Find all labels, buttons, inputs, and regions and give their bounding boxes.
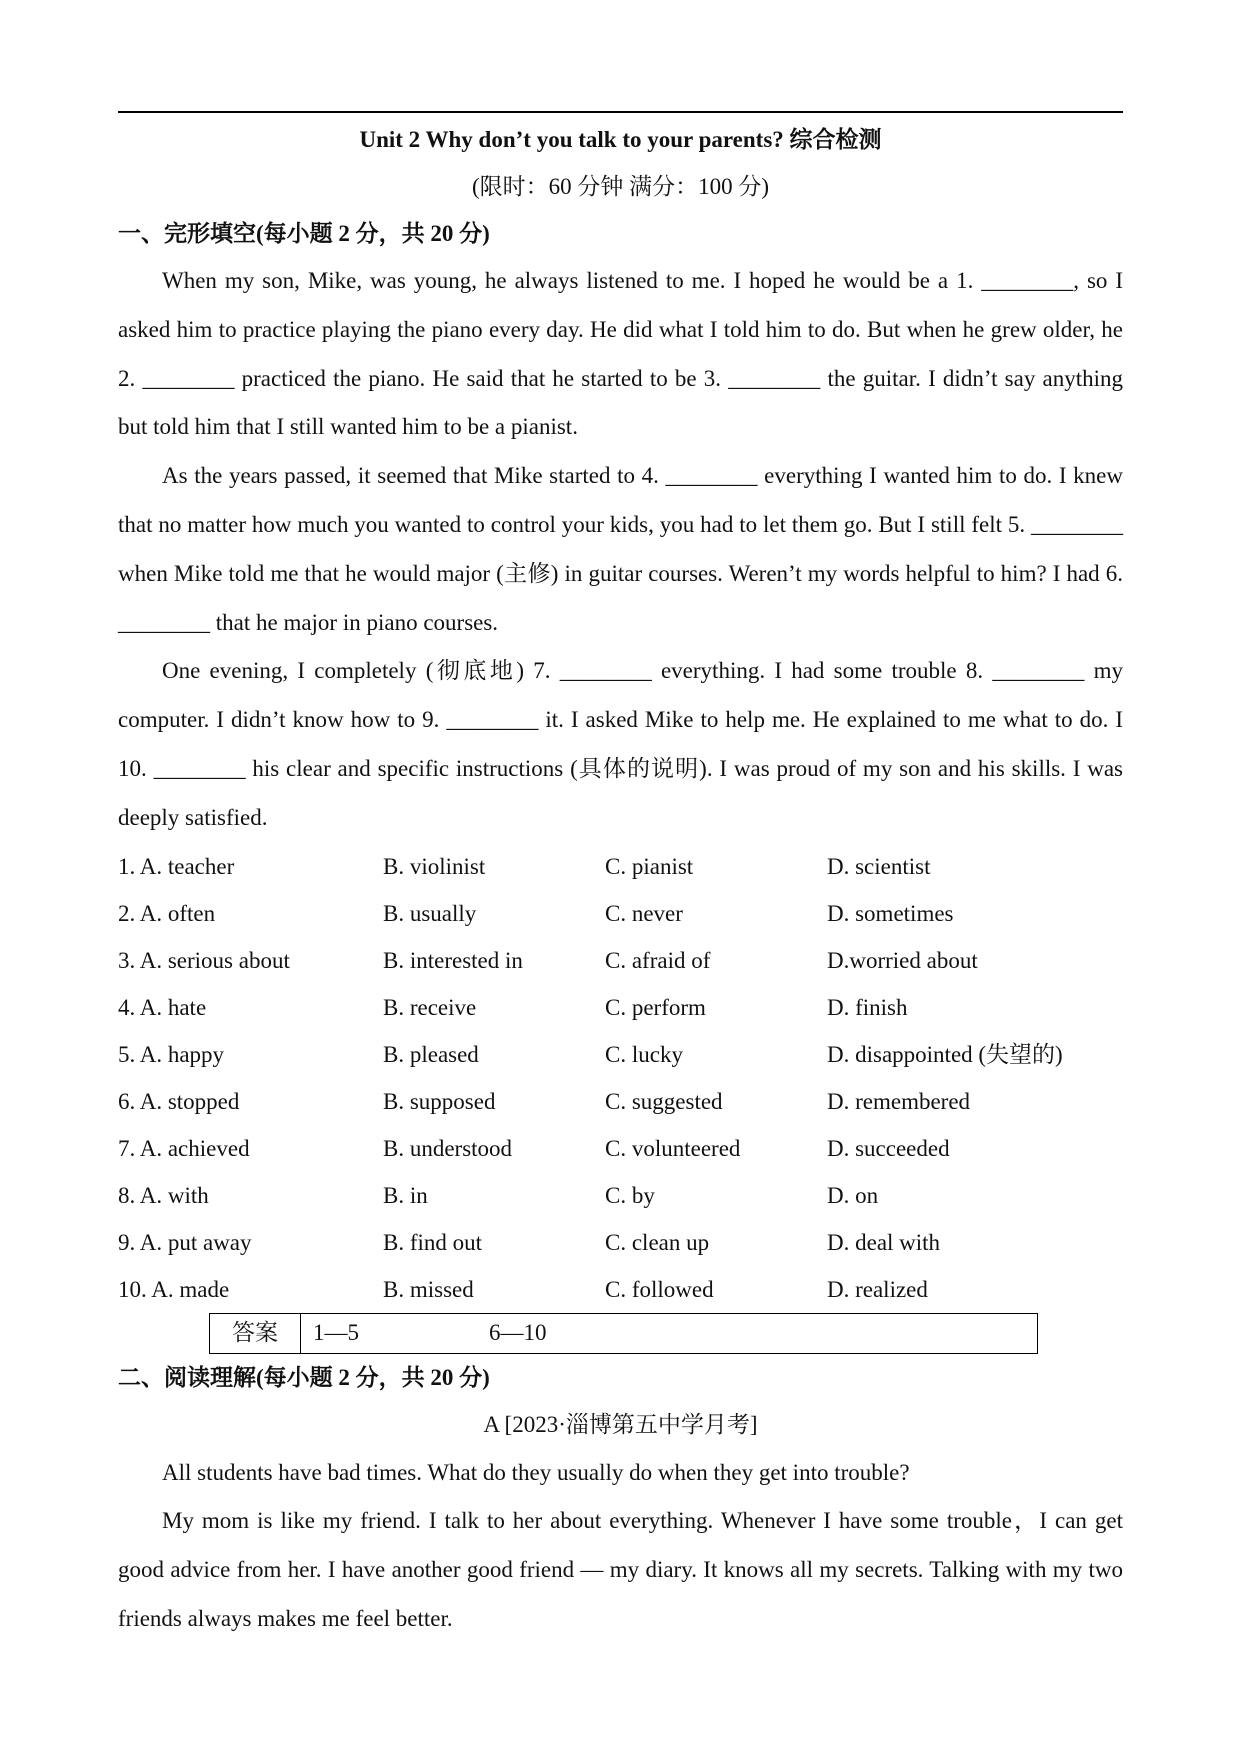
cloze-paragraph: When my son, Mike, was young, he always listened to me. I hoped he would be a 1. ________, so I asked him to practice playing the piano every day. He did what I told him to do. But when he grew older, he 2. ________ practiced the piano. He said that he started to be 3. ________ the guitar. I didn’t say anything but told him that I still wanted him to be a pianist.: [118, 268, 1123, 440]
option-d: D. realized: [827, 1276, 928, 1302]
option-d: D.worried about: [827, 947, 978, 973]
option-c: C. never: [605, 900, 683, 926]
section-heading-reading: 二、阅读理解(每小题 2 分，共 20 分): [118, 1364, 490, 1390]
option-d: D. remembered: [827, 1088, 971, 1114]
option-d: D. scientist: [827, 853, 931, 879]
option-a: 5. A. happy: [118, 1041, 225, 1067]
option-b: B. violinist: [383, 853, 486, 879]
cloze-paragraph: As the years passed, it seemed that Mike started to 4. ________ everything I wanted him to do. I knew that no matter how much you wanted to control your kids, you had to let them go. But I still felt 5. ________ when Mike told me that he would major (主修) in guitar courses. Weren’t my words helpful to him? I had 6. ________ that he major in piano courses.: [118, 463, 1123, 635]
option-d: D. finish: [827, 994, 908, 1020]
option-d: D. on: [827, 1182, 879, 1208]
section-heading-cloze: 一、完形填空(每小题 2 分，共 20 分): [118, 221, 490, 246]
option-c: C. suggested: [605, 1088, 723, 1114]
option-d: D. succeeded: [827, 1135, 950, 1161]
option-row: [118, 1078, 1123, 1125]
option-row: [118, 1266, 1123, 1313]
option-row: [118, 843, 1123, 890]
time-and-score-note: (限时：60 分钟 满分：100 分): [471, 174, 770, 199]
option-c: C. volunteered: [605, 1135, 741, 1161]
option-c: C. followed: [605, 1276, 714, 1302]
option-d: D. sometimes: [827, 900, 954, 926]
document-body: [118, 116, 1123, 1644]
option-row: [118, 1125, 1123, 1172]
option-row: [118, 1172, 1123, 1219]
option-b: B. interested in: [383, 947, 523, 973]
option-row: [118, 890, 1123, 937]
option-b: B. understood: [383, 1135, 513, 1161]
option-a: 7. A. achieved: [118, 1135, 250, 1161]
option-a: 10. A. made: [118, 1276, 230, 1302]
option-row: [118, 1219, 1123, 1266]
option-a: 2. A. often: [118, 900, 216, 926]
option-a: 4. A. hate: [118, 994, 207, 1020]
option-c: C. clean up: [605, 1229, 710, 1255]
option-c: C. pianist: [605, 853, 694, 879]
option-b: B. pleased: [383, 1041, 479, 1067]
option-c: C. afraid of: [605, 947, 711, 973]
option-a: 3. A. serious about: [118, 947, 290, 973]
cloze-options: [118, 843, 1123, 1313]
option-b: B. missed: [383, 1276, 474, 1302]
passage-label: A [2023·淄博第五中学月考]: [483, 1411, 758, 1437]
answer-range-1-5: 1—5: [313, 1319, 359, 1345]
option-a: 1. A. teacher: [118, 853, 235, 879]
answer-label: 答案: [210, 1314, 301, 1353]
option-b: B. usually: [383, 900, 477, 926]
option-b: B. supposed: [383, 1088, 496, 1114]
reading-paragraph: All students have bad times. What do they usually do when they get into trouble?: [162, 1459, 910, 1485]
option-c: C. by: [605, 1182, 655, 1208]
cloze-paragraph: One evening, I completely (彻底地) 7. ________ everything. I had some trouble 8. ________ my computer. I didn’t know how to 9. ________ it. I asked Mike to help me. He explained to me what to do. I 10. ________ his clear and specific instructions (具体的说明). I was proud of my son and his skills. I was deeply satisfied.: [118, 658, 1123, 830]
option-row: [118, 1031, 1123, 1078]
option-b: B. find out: [383, 1229, 483, 1255]
option-b: B. in: [383, 1182, 428, 1208]
option-b: B. receive: [383, 994, 477, 1020]
option-a: 8. A. with: [118, 1182, 209, 1208]
answer-range-6-10: 6—10: [489, 1319, 547, 1345]
option-d: D. deal with: [827, 1229, 941, 1255]
option-c: C. lucky: [605, 1041, 683, 1067]
document-title: Unit 2 Why don’t you talk to your parents? 综合检测: [359, 127, 882, 152]
option-c: C. perform: [605, 994, 706, 1020]
option-row: [118, 984, 1123, 1031]
option-a: 6. A. stopped: [118, 1088, 240, 1114]
answer-table: [209, 1313, 1038, 1354]
top-rule: [118, 111, 1123, 113]
option-a: 9. A. put away: [118, 1229, 252, 1255]
option-row: [118, 937, 1123, 984]
option-d: D. disappointed (失望的): [827, 1041, 1063, 1067]
reading-paragraph: My mom is like my friend. I talk to her about everything. Whenever I have some trouble，I can get good advice from her. I have another good friend — my diary. It knows all my secrets. Talking with my two friends always makes me feel better.: [118, 1508, 1123, 1631]
